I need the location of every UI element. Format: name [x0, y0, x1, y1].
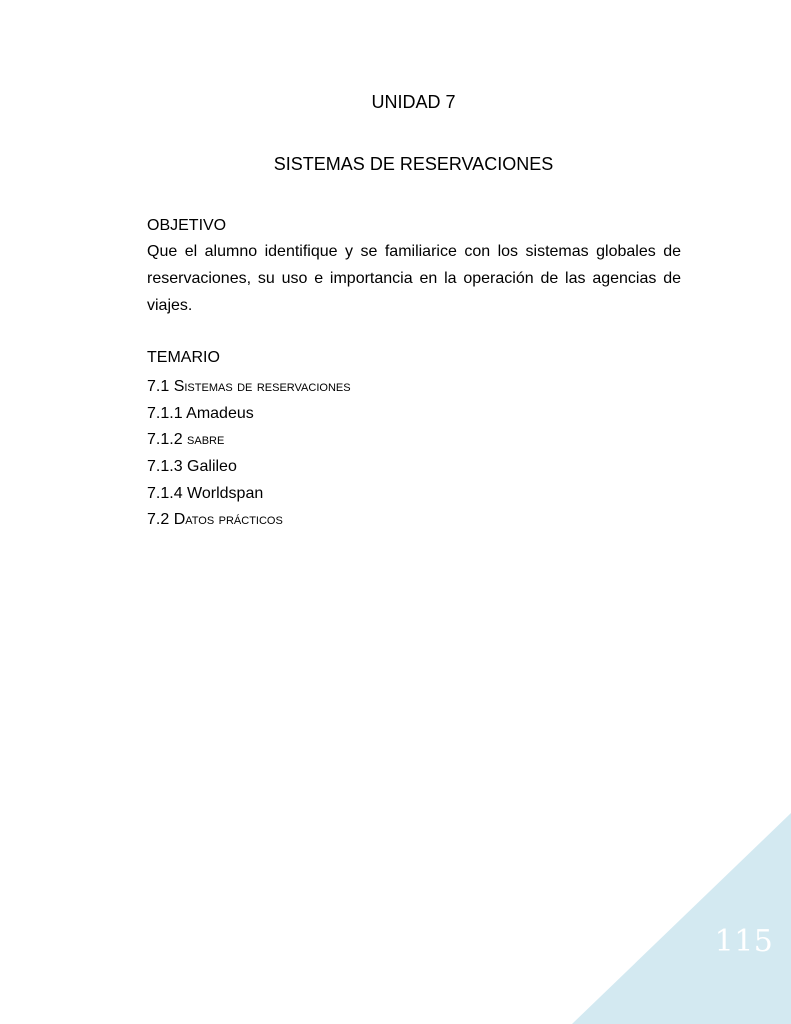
syllabus-section	[147, 347, 681, 534]
page-number: 115	[714, 924, 774, 959]
syllabus-item	[147, 454, 681, 481]
unit-subtitle: SISTEMAS DE RESERVACIONES	[273, 154, 554, 174]
syllabus-item	[147, 481, 681, 508]
syllabus-item-number: 7.1.4	[147, 484, 183, 502]
syllabus-item	[147, 507, 681, 534]
syllabus-item-number: 7.1.2	[147, 431, 183, 449]
syllabus-item-number: 7.1.1	[147, 404, 183, 422]
syllabus-item	[147, 401, 681, 428]
syllabus-item-number: 7.2	[147, 511, 170, 529]
syllabus-item-title: Galileo	[187, 458, 237, 476]
syllabus-item-title: sabre	[187, 431, 225, 449]
syllabus-item-title: Sistemas de reservaciones	[173, 378, 351, 395]
unit-title: UNIDAD 7	[371, 92, 456, 112]
syllabus-item	[147, 427, 681, 454]
objective-label: OBJETIVO	[147, 217, 227, 234]
syllabus-item-title: Datos prácticos	[173, 511, 283, 529]
syllabus-item-number: 7.1.3	[147, 458, 183, 476]
syllabus-item-title: Amadeus	[186, 404, 254, 422]
objective-text: Que el alumno identifique y se familiarice con los sistemas globales de reservaciones, su uso e importancia en la operación de las agencias de viajes.	[147, 243, 681, 314]
syllabus-item	[147, 374, 681, 401]
syllabus-item-title: Worldspan	[187, 484, 264, 502]
corner-decoration-triangle	[572, 813, 791, 1024]
syllabus-item-number: 7.1	[147, 378, 170, 395]
syllabus-label: TEMARIO	[147, 349, 220, 366]
